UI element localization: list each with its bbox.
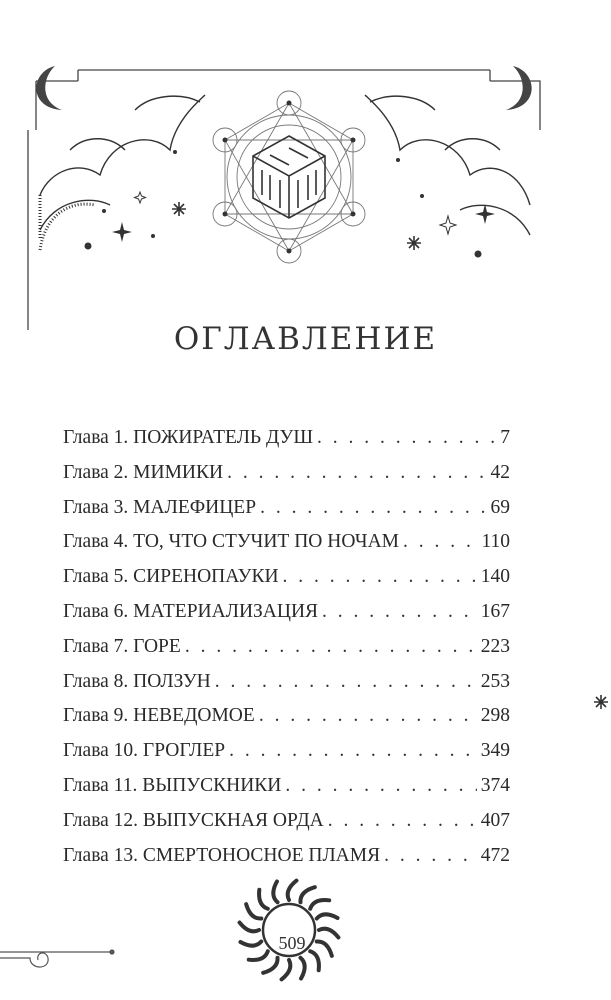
sun-ray — [246, 904, 261, 918]
chapter-title: Глава 12. ВЫПУСКНАЯ ОРДА — [63, 809, 324, 831]
sun-ray — [310, 951, 319, 970]
sun-ray — [300, 887, 314, 902]
chapter-title: Глава 3. МАЛЕФИЦЕР — [63, 496, 257, 518]
chapter-title: Глава 9. НЕВЕДОМОЕ — [63, 705, 255, 727]
sun-ray — [259, 890, 268, 909]
chapter-title: Глава 4. ТО, ЧТО СТУЧИТ ПО НОЧАМ — [63, 531, 400, 553]
clouds-right — [365, 95, 530, 235]
toc-entry[interactable] — [63, 427, 510, 462]
swirl-ornament — [0, 950, 114, 967]
chapter-title: Глава 10. ГРОГЛЕР — [63, 740, 226, 762]
dot-leader — [260, 497, 486, 519]
page-number: 509 — [278, 933, 306, 953]
table-of-contents — [63, 427, 510, 879]
chapter-title: Глава 13. СМЕРТОНОСНОЕ ПЛАМЯ — [63, 844, 381, 866]
sun-ray — [249, 951, 268, 960]
chapter-page: 7 — [500, 427, 510, 448]
sun-ray — [300, 958, 304, 979]
dot-leader — [229, 740, 477, 762]
chapter-page: 42 — [490, 461, 510, 483]
chapter-page: 69 — [490, 496, 510, 518]
toc-entry[interactable] — [63, 566, 510, 601]
crescent-moon-icon — [36, 66, 531, 110]
dot-leader — [215, 671, 477, 693]
dot-leader — [227, 462, 486, 484]
chapter-title: Глава 7. ГОРЕ — [63, 635, 181, 657]
toc-entry[interactable] — [63, 671, 510, 706]
sun-ray — [282, 960, 291, 979]
dot-leader — [403, 531, 477, 553]
dot-leader — [384, 845, 477, 867]
sun-ray — [273, 881, 277, 902]
sun-ray — [310, 900, 329, 909]
chapter-title: Глава 8. ПОЛЗУН — [63, 670, 211, 692]
sun-ray — [319, 929, 338, 938]
page-title: ОГЛАВЛЕНИЕ — [173, 320, 438, 357]
dot-leader — [317, 427, 496, 449]
chapter-page: 472 — [480, 844, 510, 866]
chapter-page: 223 — [480, 635, 510, 657]
sun-ray — [240, 941, 261, 945]
sun-ray — [263, 958, 277, 973]
dot-leader — [285, 775, 476, 797]
dot-leader — [283, 566, 477, 588]
chapter-page: 167 — [480, 600, 510, 622]
dot-leader — [259, 705, 477, 727]
chapter-title: Глава 11. ВЫПУСКНИКИ — [63, 774, 282, 796]
frame — [28, 70, 540, 420]
dot-leader — [185, 636, 477, 658]
toc-entry[interactable] — [63, 636, 510, 671]
chapter-page: 407 — [480, 809, 510, 831]
chapter-page: 140 — [480, 566, 510, 588]
chapter-page: 110 — [481, 531, 510, 553]
toc-entry[interactable] — [63, 497, 510, 532]
sacred-geometry-emblem — [213, 91, 365, 263]
dot-leader — [322, 601, 477, 623]
chapter-page: 374 — [480, 774, 510, 796]
chapter-title: Глава 2. МИМИКИ — [63, 461, 224, 483]
chapter-page: 298 — [480, 705, 510, 727]
chapter-page: 349 — [480, 740, 510, 762]
sun-ray — [288, 881, 297, 900]
sun-ornament — [240, 881, 339, 980]
chapter-title: Глава 6. МАТЕРИАЛИЗАЦИЯ — [63, 600, 319, 622]
toc-entry[interactable] — [63, 810, 510, 845]
toc-entry[interactable] — [63, 740, 510, 775]
toc-entry[interactable] — [63, 775, 510, 810]
toc-entry[interactable] — [63, 705, 510, 740]
sun-ray — [317, 914, 338, 918]
dot-leader — [328, 810, 477, 832]
toc-entry[interactable] — [63, 531, 510, 566]
chapter-title: Глава 1. ПОЖИРАТЕЛЬ ДУШ — [63, 427, 314, 448]
toc-entry[interactable] — [63, 601, 510, 636]
chapter-page: 253 — [480, 670, 510, 692]
chapter-title: Глава 5. СИРЕНОПАУКИ — [63, 566, 279, 588]
toc-entry[interactable] — [63, 462, 510, 497]
sun-ray — [240, 923, 259, 932]
sun-ray — [317, 941, 332, 955]
toc-entry[interactable] — [63, 845, 510, 880]
